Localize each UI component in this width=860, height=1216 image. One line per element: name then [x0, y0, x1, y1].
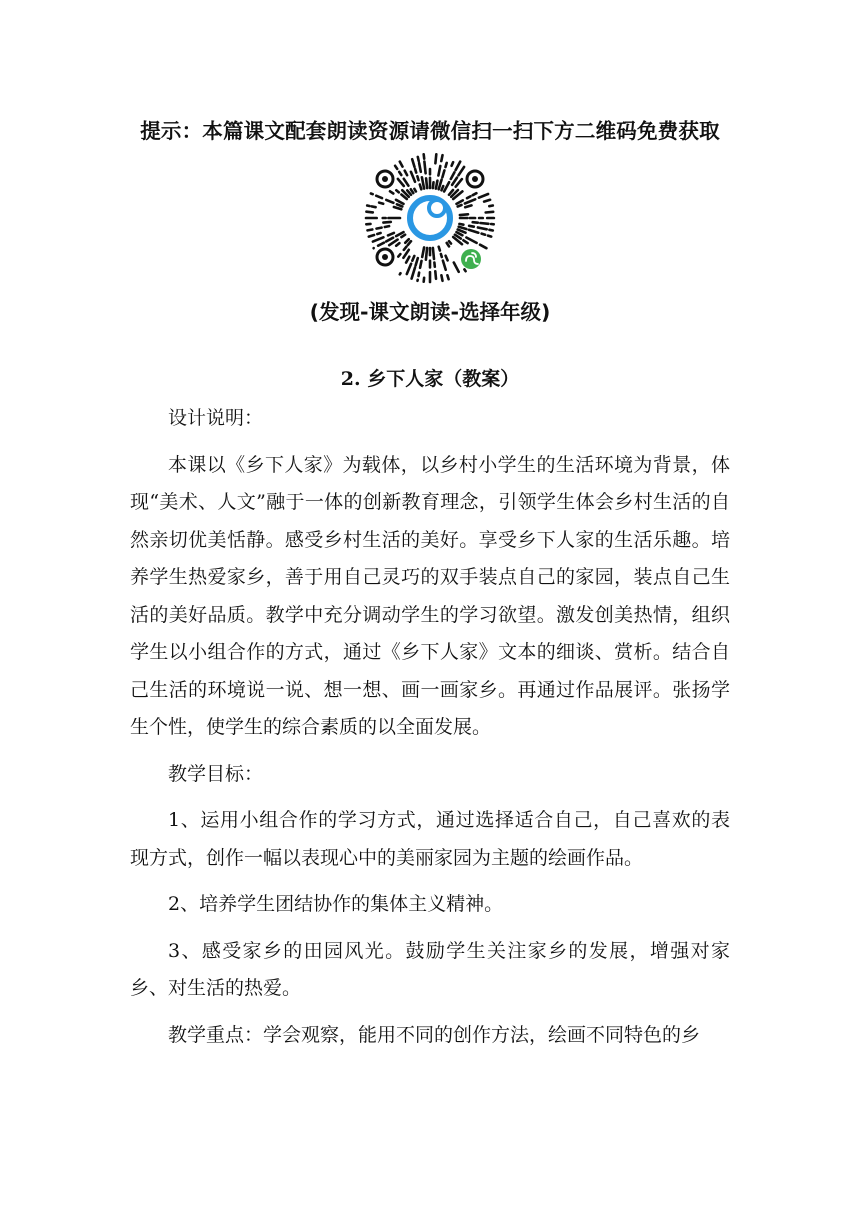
objective-item-1: 1、运用小组合作的学习方式，通过选择适合自己，自己喜欢的表现方式，创作一幅以表现心中的美丽家园为主题的绘画作品。 [130, 809, 730, 869]
qr-ray-segment [412, 256, 414, 261]
qr-ray-segment [388, 233, 394, 236]
qr-ray-segment [478, 228, 487, 230]
qr-ray-segment [438, 166, 440, 176]
qr-ray-segment [367, 206, 369, 207]
qr-ray-segment [447, 275, 448, 279]
qr-finder-top-right [467, 171, 483, 187]
qr-ray-segment [417, 176, 418, 180]
qr-ray-segment [458, 205, 462, 207]
qr-ray-segment [385, 226, 389, 227]
section-heading-design-notes: 设计说明： [168, 407, 264, 429]
section-heading-objectives: 教学目标： [168, 762, 264, 785]
qr-ray-segment [401, 235, 405, 237]
qr-ray-segment [395, 166, 397, 169]
qr-ray-segment [394, 207, 401, 209]
qr-ray-segment [459, 167, 465, 175]
objective-item-3: 3、感受家乡的田园风光。鼓励学生关注家乡的发展，增强对家乡、对生活的热爱。 [130, 939, 730, 999]
qr-ray-segment [398, 179, 404, 186]
qr-ray-segment [426, 248, 427, 260]
qr-ray-segment [371, 194, 373, 195]
qr-ray-segment [408, 241, 411, 245]
qr-ray-segment [424, 162, 425, 174]
qr-ray-segment [439, 247, 440, 251]
qr-ray-segment [452, 178, 457, 185]
qr-ray-segment [435, 154, 436, 163]
qr-ray-segment [456, 162, 461, 171]
qr-ray-segment [454, 263, 459, 272]
qr-ray-segment [446, 163, 447, 167]
qr-ray-segment [479, 194, 488, 198]
qr-ray-segment [459, 224, 463, 225]
qr-ray-segment [442, 186, 444, 190]
qr-ray-segment [441, 254, 442, 257]
qr-ray-segment [441, 275, 442, 281]
qr-ray-segment [480, 223, 488, 224]
qr-ray-segment [406, 257, 409, 263]
qr-ray-segment [378, 243, 384, 246]
qr-ray-segment [465, 199, 475, 203]
qr-ray-segment [420, 185, 422, 190]
qr-ray-segment [442, 170, 444, 177]
qr-ray-segment [469, 230, 479, 233]
qr-caption: (发现-课文朗读-选择年级) [309, 300, 551, 324]
qr-ray-segment [400, 162, 403, 167]
qr-ray-segment [416, 258, 418, 265]
qr-ray-segment [473, 193, 477, 195]
qr-code-graphic [363, 151, 497, 285]
qr-ray-segment [386, 200, 393, 203]
qr-ray-segment [405, 239, 409, 243]
qr-ray-segment [377, 233, 380, 234]
lesson-title: 2. 乡下人家（教案） [340, 368, 520, 390]
qr-ray-segment [366, 212, 372, 213]
qr-ray-segment [424, 154, 425, 158]
qr-ray-segment [396, 243, 399, 246]
qr-ray-segment [486, 212, 494, 213]
lesson-body [130, 400, 730, 1063]
qr-ray-segment [368, 230, 373, 231]
qr-ray-segment [369, 235, 374, 237]
qr-ray-segment [464, 269, 465, 271]
qr-ray-segment [404, 179, 409, 186]
qr-ray-segment [411, 189, 414, 193]
qr-ray-segment [489, 206, 493, 207]
qr-ray-segment [444, 182, 449, 191]
qr-ray-segment [415, 169, 416, 173]
qr-ray-segment [449, 241, 451, 243]
qr-ray-segment [473, 222, 478, 223]
qr-ray-segment [452, 162, 454, 166]
qr-ray-segment [411, 172, 415, 182]
qr-ray-segment [405, 171, 407, 176]
qr-ray-segment [397, 204, 402, 206]
qr-ray-segment [412, 159, 414, 167]
qr-ray-segment [441, 155, 442, 161]
qr-finder-bottom-left [377, 249, 393, 265]
qr-ray-segment [376, 196, 382, 198]
qr-ray-segment [469, 226, 474, 227]
qr-ray-segment [396, 190, 399, 192]
qr-ray-segment [412, 268, 415, 279]
qr-ray-segment [418, 157, 419, 161]
qr-ray-segment [488, 236, 491, 237]
resource-hint: 提示：本篇课文配套朗读资源请微信扫一扫下方二维码免费获取 [140, 119, 720, 143]
mini-program-badge-icon [461, 249, 481, 269]
qr-ray-segment [404, 247, 407, 250]
qr-ray-segment [443, 261, 446, 270]
qr-ray-segment [399, 172, 401, 175]
qr-ray-segment [451, 172, 455, 179]
qr-ray-segment [386, 238, 393, 242]
qr-ray-segment [383, 222, 390, 223]
qr-ray-segment [390, 191, 393, 193]
qr-ray-segment [373, 237, 384, 241]
qr-ray-segment [419, 273, 420, 276]
qr-ray-segment [446, 256, 448, 261]
qr-ray-segment [463, 240, 467, 243]
qr-ray-segment [460, 214, 468, 215]
paragraph-design-description: 本课以《乡下人家》为载体，以乡村小学生的生活环境为背景，体现“美术、人文”融于一体的创新教育理念，引领学生体会乡村生活的自然亲切优美恬静。感受乡村生活的美好。享受乡下人家的生活乐趣。培养学生热爱家乡，善于用自己灵巧的双手装点自己的家园，装点自己生活的美好品质。教学中充分调动学生的学习欲望。激发创美热情，组织学生以小组合作的方式，通过《乡下人家》文本的细谈、赏析。结合自己生活的环境说一说、想一想、画一画家乡。再通过作品展评。张扬学生个性，使学生的综合素质的以全面发展。 [130, 453, 730, 738]
qr-ray-segment [435, 271, 436, 279]
qr-ray-segment [433, 248, 434, 259]
qr-ray-segment [457, 200, 463, 204]
qr-ray-segment [420, 261, 421, 268]
qr-ray-segment [414, 189, 416, 192]
qr-ray-segment [419, 163, 421, 172]
qr-ray-segment [377, 228, 382, 229]
qr-ray-segment [489, 230, 492, 231]
qr-ray-segment [379, 203, 383, 204]
qr-ray-segment [482, 234, 486, 235]
qr-ray-segment [480, 245, 486, 249]
qr-ray-segment [465, 205, 471, 207]
qr-logo-dot [429, 200, 445, 216]
teaching-focus: 教学重点：学会观察，能用不同的创作方法，绘画不同特色的乡 [168, 1023, 701, 1046]
qr-ray-segment [422, 177, 424, 188]
qr-ray-segment [407, 264, 411, 274]
qr-ray-segment [459, 227, 467, 229]
objective-item-2: 2、培养学生团结协作的集体主义精神。 [168, 893, 504, 915]
qr-ray-segment [447, 243, 449, 247]
qr-ray-segment [422, 247, 424, 257]
qr-ray-segment [426, 178, 427, 188]
qr-ray-segment [433, 182, 434, 188]
qr-ray-segment [398, 254, 400, 257]
qr-ray-segment [372, 206, 376, 207]
qr-ray-segment [400, 273, 401, 274]
qr-finder-top-left [377, 171, 393, 187]
mini-program-qr-code[interactable] [363, 151, 497, 285]
qr-ray-segment [436, 181, 438, 189]
qr-ray-segment [467, 196, 470, 198]
qr-ray-segment [484, 200, 490, 202]
